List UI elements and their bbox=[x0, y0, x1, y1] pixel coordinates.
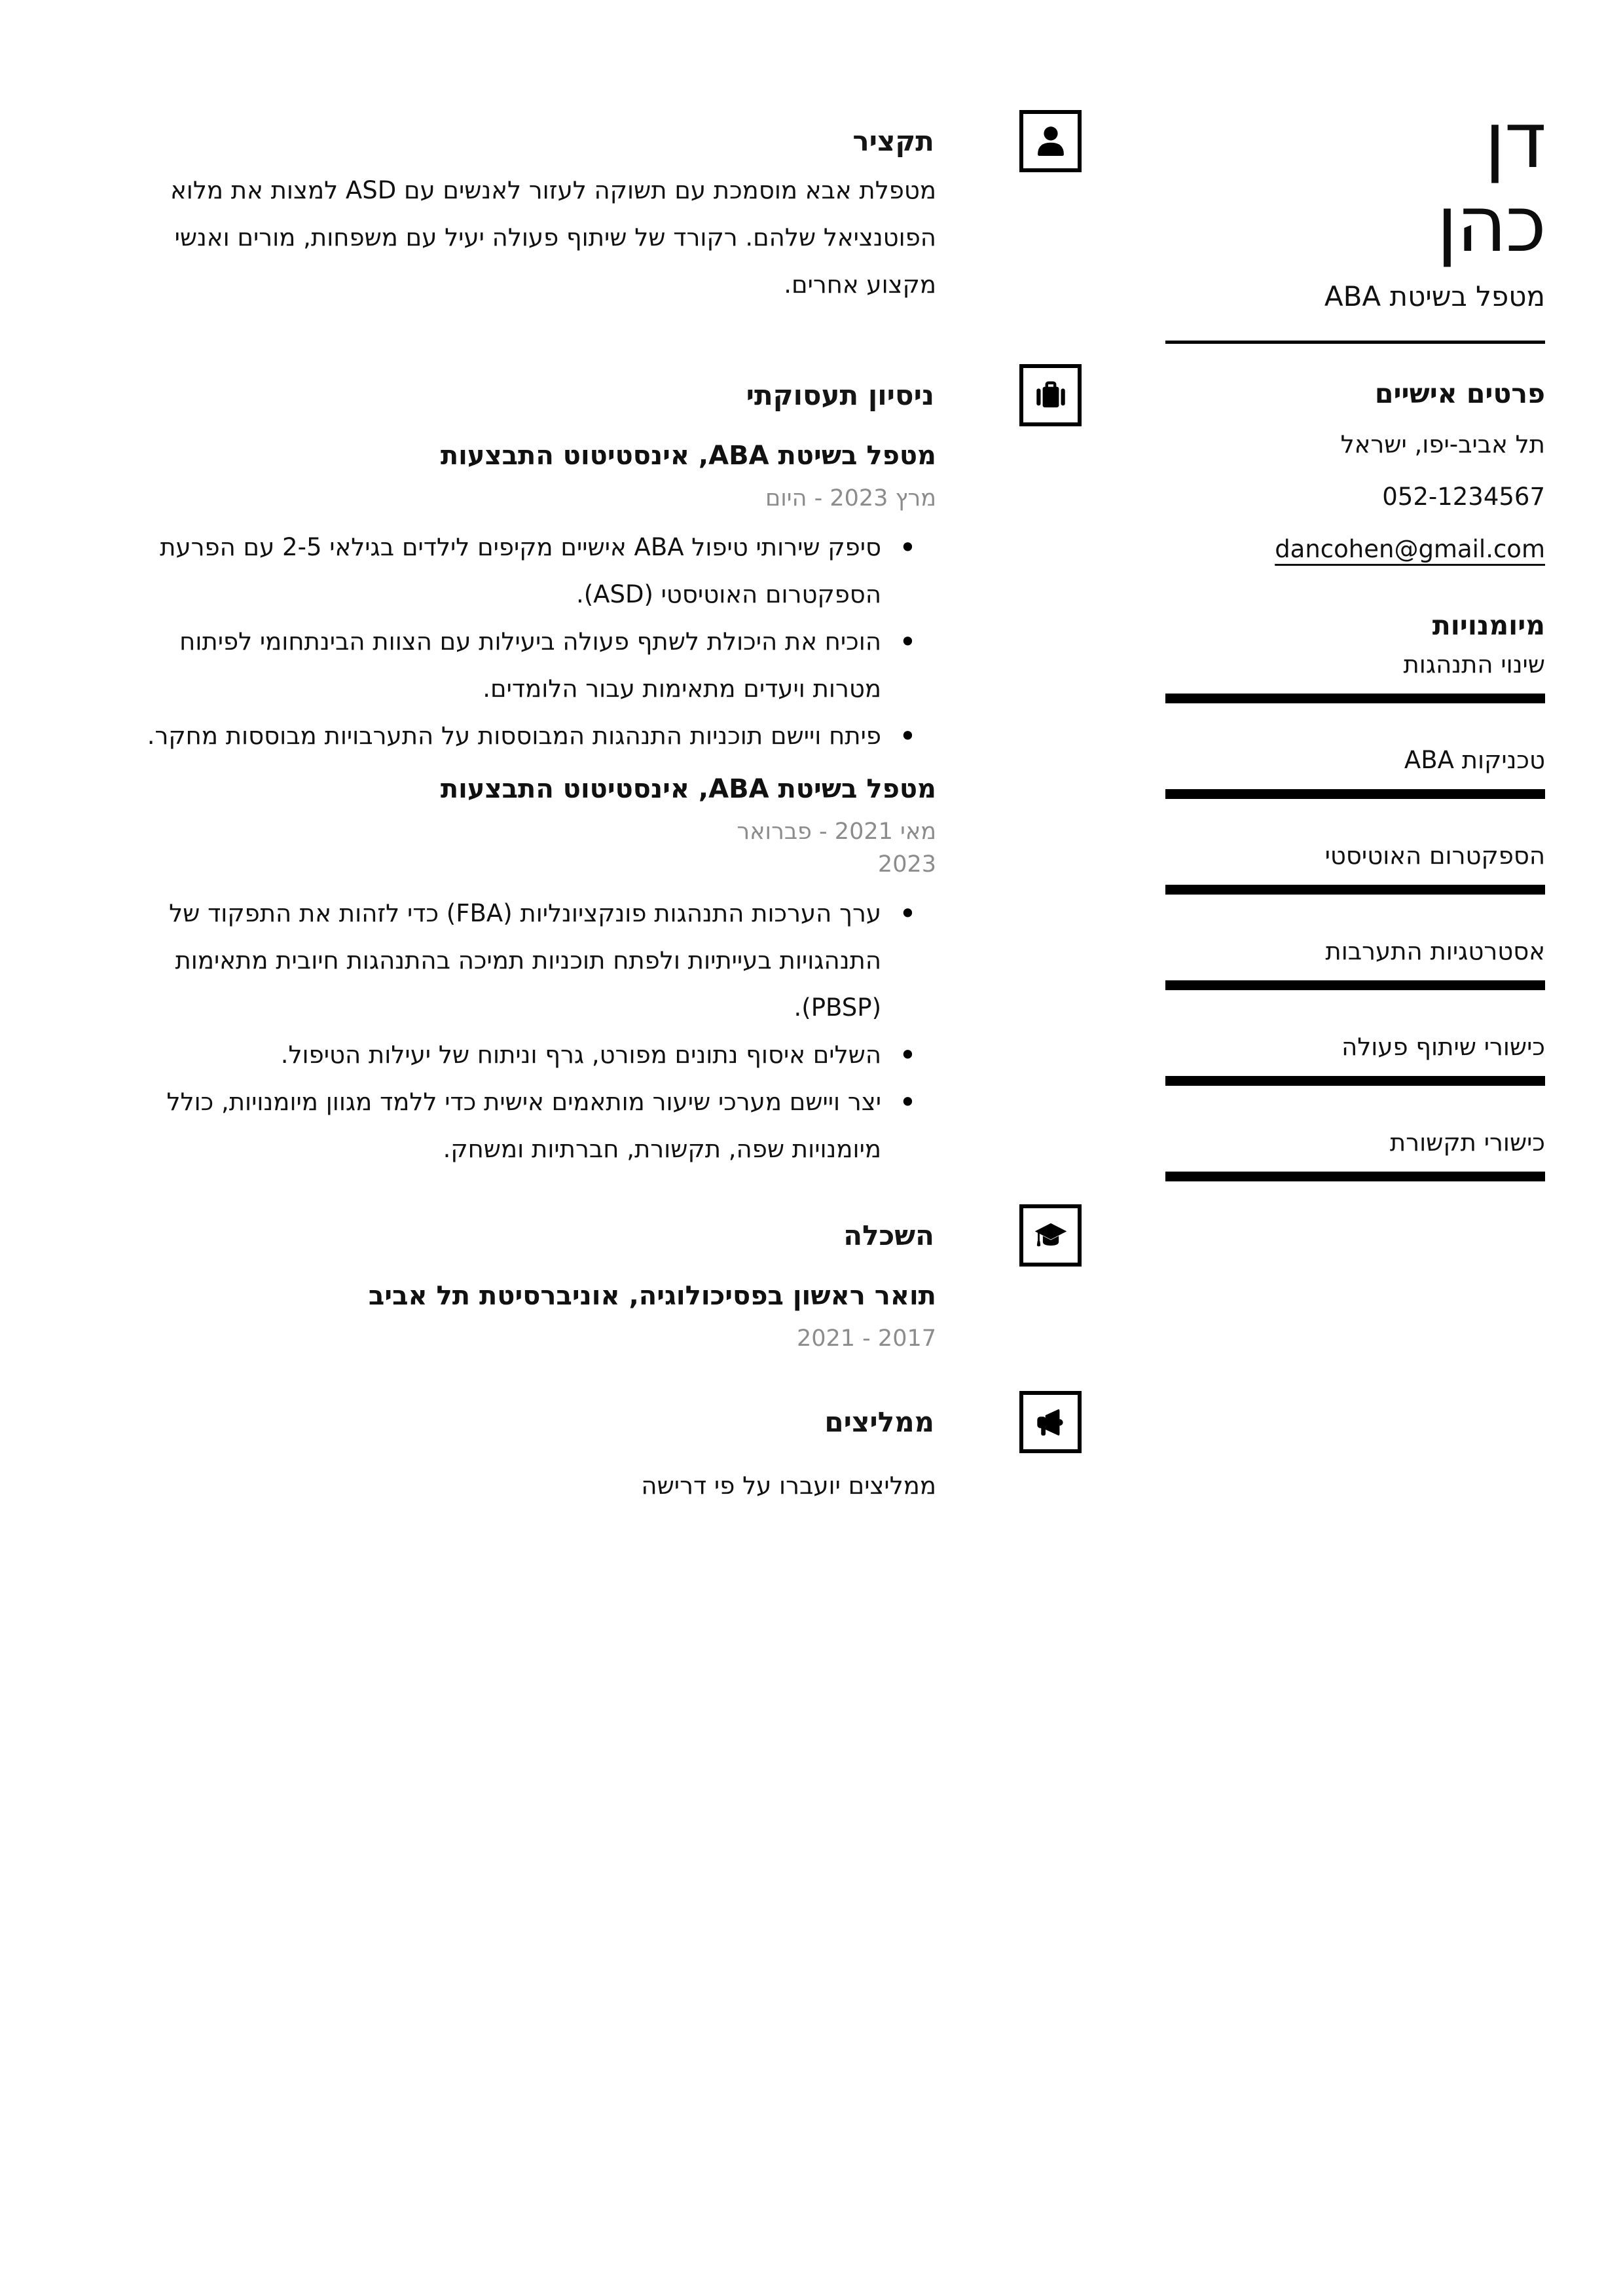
skill-level-fill bbox=[1165, 789, 1545, 799]
email-link[interactable]: dancohen@gmail.com bbox=[1275, 535, 1545, 563]
job-entry bbox=[124, 439, 936, 760]
section-references bbox=[124, 1391, 1082, 1509]
skills-list bbox=[1165, 649, 1545, 1181]
section-employment bbox=[124, 364, 1082, 1173]
job-bullet: • הוכיח את היכולת לשתף פעולה ביעילות עם הצוות הבינתחומי לפיתוח מטרות ויעדים מתאימות עבור הלומדים. bbox=[124, 618, 936, 713]
education-dates: 2017 - 2021 bbox=[796, 1325, 936, 1352]
sidebar-divider bbox=[1165, 341, 1545, 344]
skill-level-fill bbox=[1165, 885, 1545, 895]
skill-label: כישורי שיתוף פעולה bbox=[1341, 1033, 1545, 1061]
skill-level-fill bbox=[1165, 1076, 1545, 1086]
main-column bbox=[124, 110, 1082, 1509]
job-dates: מאי 2021 - פברואר 2023 bbox=[737, 819, 936, 878]
sidebar bbox=[1165, 95, 1545, 1223]
skill-label: אסטרטגיות התערבות bbox=[1325, 937, 1545, 965]
skill-label: כישורי תקשורת bbox=[1389, 1128, 1545, 1157]
skill-level-bar bbox=[1165, 885, 1545, 895]
summary-header bbox=[124, 110, 1082, 172]
skill-label: הספקטרום האוטיסטי bbox=[1324, 842, 1545, 870]
skills-heading: מיומנויות bbox=[1432, 610, 1545, 641]
employment-heading: ניסיון תעסוקתי bbox=[746, 379, 934, 411]
job-bullets bbox=[124, 524, 936, 760]
references-heading: ממליצים bbox=[824, 1406, 934, 1438]
skill-label: שינוי התנהגות bbox=[1403, 650, 1545, 678]
job-dates: מרץ 2023 - היום bbox=[765, 485, 936, 511]
education-heading: השכלה bbox=[843, 1219, 934, 1251]
location-text: תל אביב-יפו, ישראל bbox=[1340, 430, 1545, 458]
skill-label: טכניקות ABA bbox=[1404, 746, 1545, 774]
skill-level-bar bbox=[1165, 789, 1545, 799]
employment-header bbox=[124, 364, 1082, 426]
megaphone-icon bbox=[1019, 1391, 1082, 1453]
skill-level-bar bbox=[1165, 1172, 1545, 1181]
skill-item bbox=[1165, 840, 1545, 895]
job-entry bbox=[124, 773, 936, 1173]
contact-block bbox=[1165, 418, 1545, 576]
skill-level-fill bbox=[1165, 980, 1545, 990]
skill-level-fill bbox=[1165, 1172, 1545, 1181]
education-entry bbox=[124, 1280, 936, 1355]
job-bullet: • יצר ויישם מערכי שיעור מותאמים אישית כדי ללמד מגוון מיומנויות, כולל מיומנויות שפה, תקשורת, חברתיות ומשחק. bbox=[124, 1079, 936, 1173]
skill-level-bar bbox=[1165, 980, 1545, 990]
references-text: ממליצים יועברו על פי דרישה bbox=[641, 1472, 936, 1500]
person-job-title: מטפל בשיטת ABA bbox=[1324, 280, 1545, 312]
job-bullet: • סיפק שירותי טיפול ABA אישיים מקיפים לילדים בגילאי 2-5 עם הפרעת הספקטרום האוטיסטי (ASD). bbox=[124, 524, 936, 618]
degree-title: תואר ראשון בפסיכולוגיה, אוניברסיטת תל אביב bbox=[368, 1281, 936, 1311]
person-icon bbox=[1019, 110, 1082, 172]
section-education bbox=[124, 1204, 1082, 1355]
skill-level-bar bbox=[1165, 694, 1545, 703]
job-bullet: • ערך הערכות התנהגות פונקציונליות (FBA) כדי לזהות את התפקוד של התנהגויות בעייתיות ולפתח תוכניות תמיכה בהתנהגות חיובית מתאימות (PBSP). bbox=[124, 890, 936, 1031]
education-header bbox=[124, 1204, 1082, 1267]
personal-details-heading: פרטים אישיים bbox=[1374, 378, 1545, 409]
skill-item bbox=[1165, 1031, 1545, 1086]
person-name bbox=[1165, 95, 1545, 269]
skill-item bbox=[1165, 745, 1545, 799]
phone-number: 052-1234567 bbox=[1382, 483, 1545, 511]
graduation-cap-icon bbox=[1019, 1204, 1082, 1267]
skill-level-fill bbox=[1165, 694, 1545, 703]
job-bullet: • השלים איסוף נתונים מפורט, גרף וניתוח של יעילות הטיפול. bbox=[124, 1031, 936, 1079]
summary-heading: תקציר bbox=[852, 125, 934, 157]
job-title: מטפל בשיטת ABA, אינסטיטוט התבצעות bbox=[440, 774, 936, 804]
skill-level-bar bbox=[1165, 1076, 1545, 1086]
references-header bbox=[124, 1391, 1082, 1453]
job-bullets bbox=[124, 890, 936, 1173]
section-summary bbox=[124, 110, 1082, 308]
skill-item bbox=[1165, 649, 1545, 703]
skill-item bbox=[1165, 1127, 1545, 1181]
last-name: כהן bbox=[1436, 179, 1545, 269]
job-title: מטפל בשיטת ABA, אינסטיטוט התבצעות bbox=[440, 441, 936, 471]
job-bullet: • פיתח ויישם תוכניות התנהגות המבוססות על התערבויות מבוססות מחקר. bbox=[124, 713, 936, 760]
briefcase-icon bbox=[1019, 364, 1082, 426]
summary-text: מטפלת אבא מוסמכת עם תשוקה לעזור לאנשים עם ASD למצות את מלוא הפוטנציאל שלהם. רקורד של שיתוף פעולה יעיל עם משפחות, מורים ואנשי מקצוע אחרים. bbox=[170, 176, 936, 299]
first-name: דן bbox=[1484, 95, 1545, 185]
skill-item bbox=[1165, 936, 1545, 990]
